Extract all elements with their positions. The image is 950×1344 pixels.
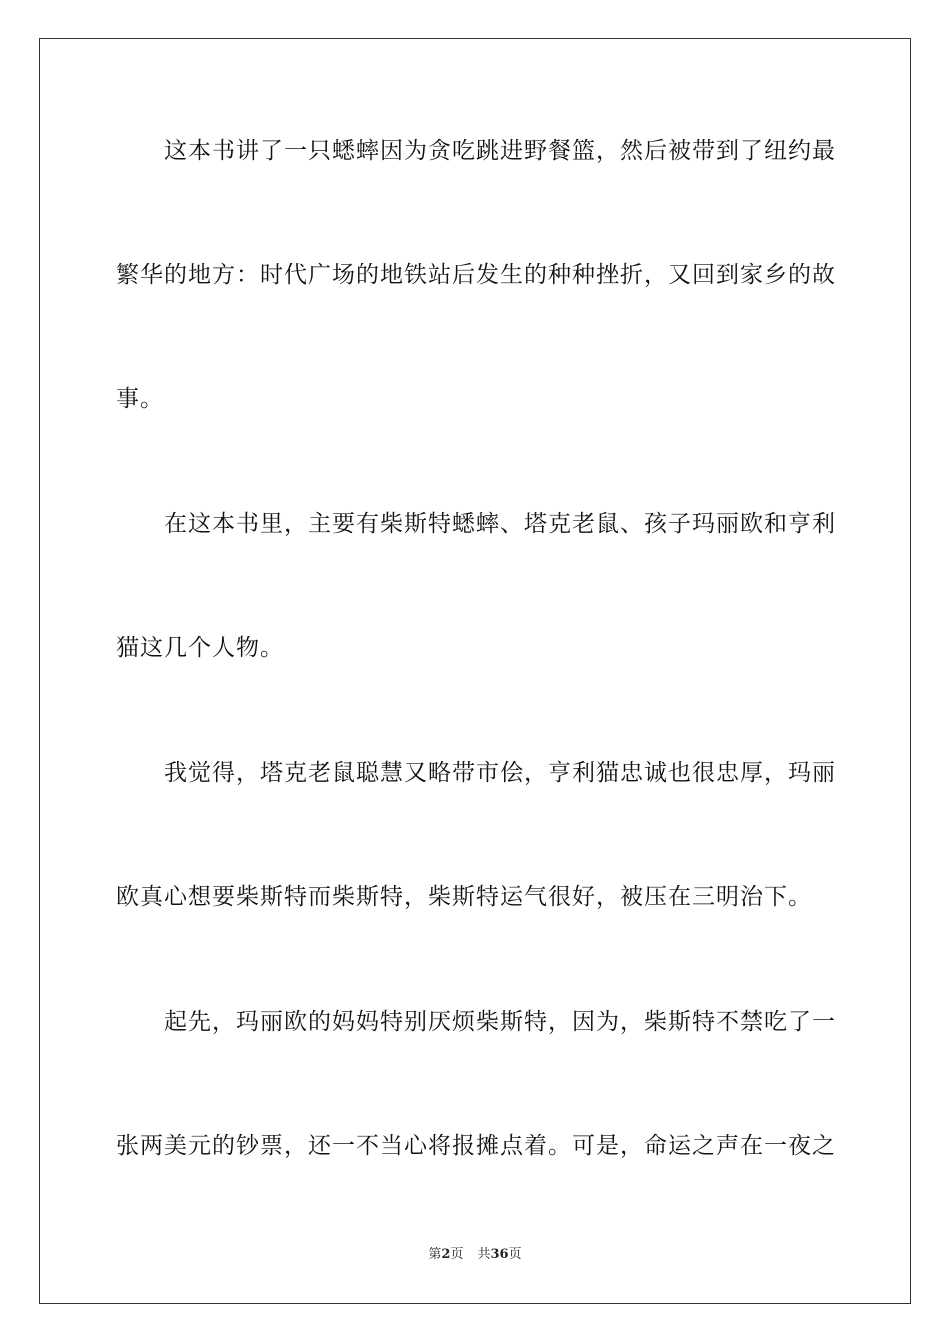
paragraph-4-line-2: 张两美元的钞票，还一不当心将报摊点着。可是，命运之声在一夜之	[116, 1133, 836, 1159]
paragraph-1-line-2: 繁华的地方：时代广场的地铁站后发生的种种挫折，又回到家乡的故	[116, 262, 836, 288]
page-prefix: 第	[428, 1247, 442, 1262]
total-prefix: 共	[477, 1247, 491, 1262]
page-number: 2	[441, 1247, 451, 1262]
paragraph-1-line-1: 这本书讲了一只蟋蟀因为贪吃跳进野餐篮，然后被带到了纽约最	[164, 138, 836, 164]
page-suffix: 页	[450, 1247, 464, 1262]
paragraph-2-line-2: 猫这几个人物。	[116, 635, 284, 661]
paragraph-1-line-3: 事。	[116, 386, 164, 412]
paragraph-3-line-1: 我觉得，塔克老鼠聪慧又略带市侩，亨利猫忠诚也很忠厚，玛丽	[164, 760, 836, 786]
page-footer	[0, 1246, 950, 1264]
paragraph-2-line-1: 在这本书里，主要有柴斯特蟋蟀、塔克老鼠、孩子玛丽欧和亨利	[164, 511, 836, 537]
total-suffix: 页	[508, 1247, 522, 1262]
paragraph-4-line-1: 起先，玛丽欧的妈妈特别厌烦柴斯特，因为，柴斯特不禁吃了一	[164, 1009, 836, 1035]
paragraph-3-line-2: 欧真心想要柴斯特而柴斯特，柴斯特运气很好，被压在三明治下。	[116, 884, 812, 910]
total-pages: 36	[490, 1247, 509, 1262]
page-border	[39, 38, 911, 1304]
